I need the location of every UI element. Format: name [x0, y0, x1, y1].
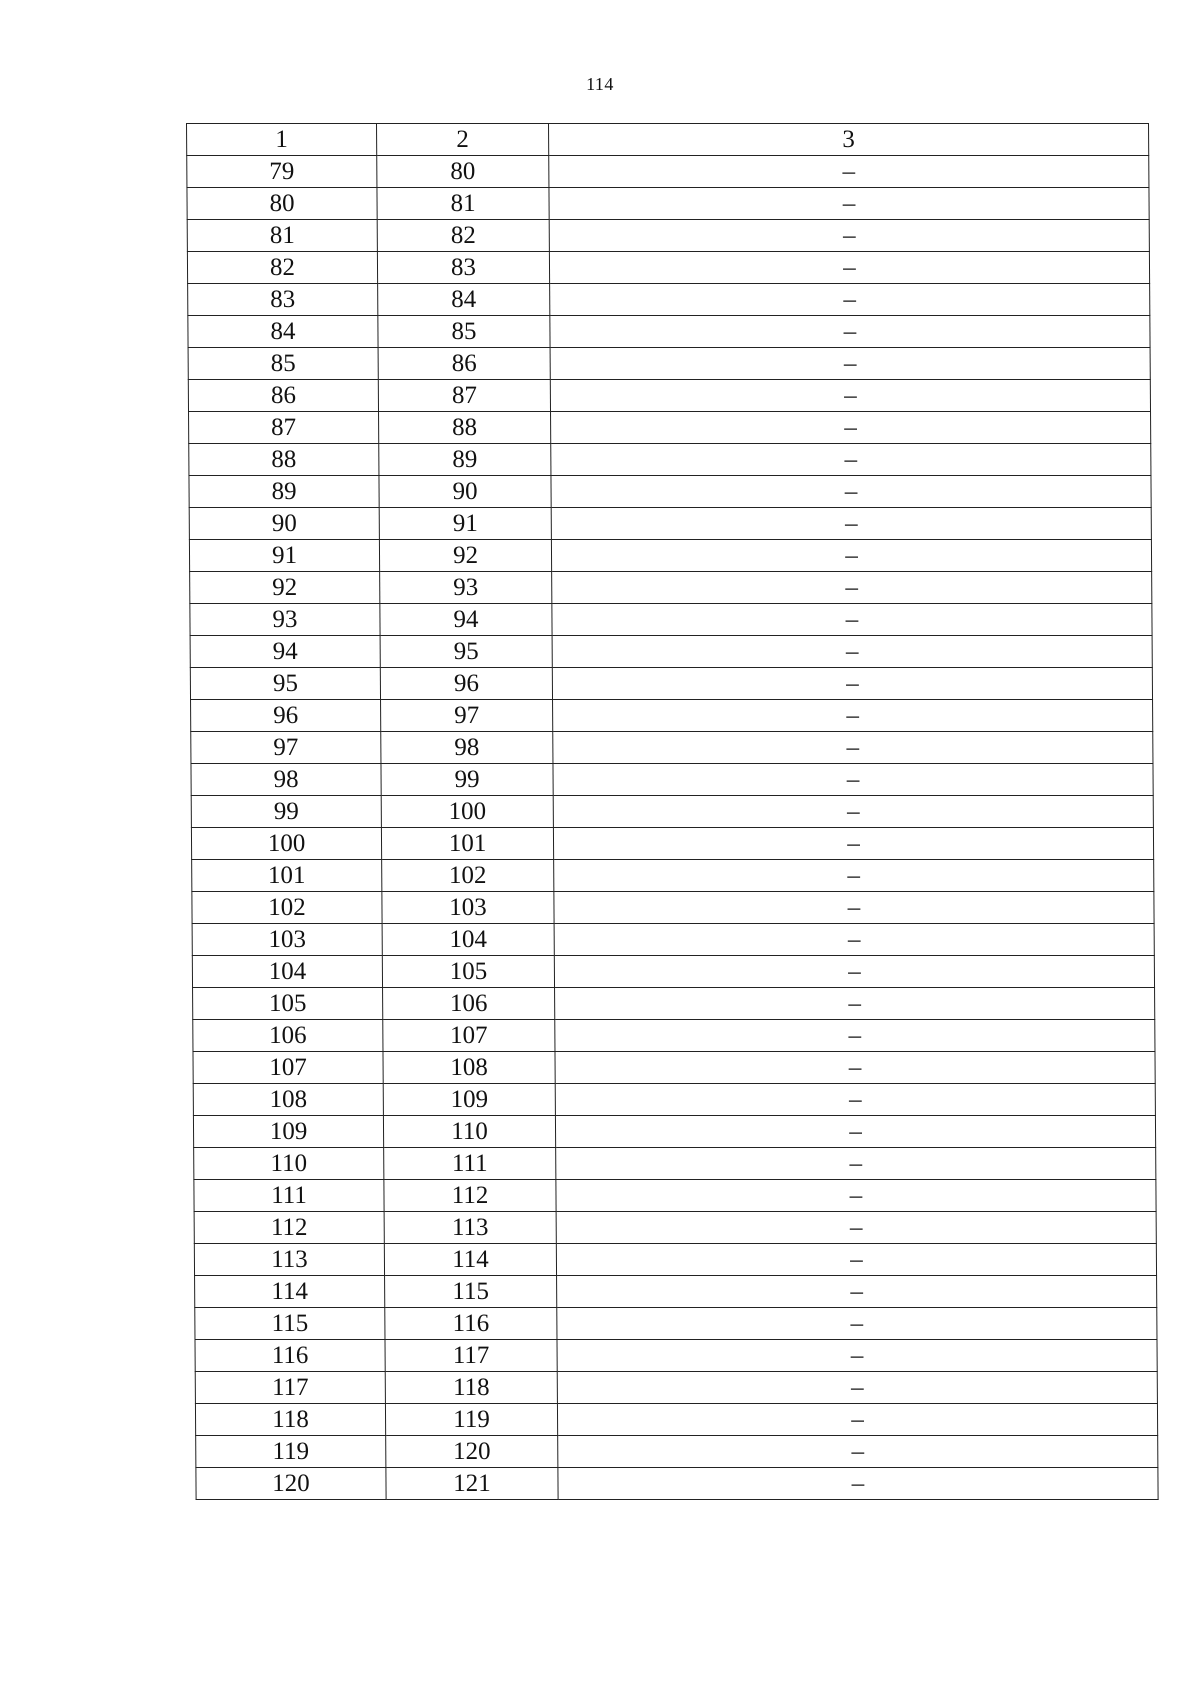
table-cell-col3: – [557, 1404, 1157, 1436]
table-cell-col2: 120 [386, 1436, 558, 1468]
table-cell-col1: 104 [192, 956, 382, 988]
table-cell-col1: 96 [191, 700, 381, 732]
table-cell-col1: 92 [190, 572, 380, 604]
table-cell-col2: 100 [381, 796, 553, 828]
table-row [193, 1084, 1155, 1116]
page-number: 114 [586, 74, 614, 94]
table-row [190, 636, 1152, 668]
table-cell-col1: 84 [188, 316, 378, 348]
table-cell-col3: – [549, 220, 1149, 252]
table-cell-col2: 97 [381, 700, 553, 732]
table-cell-col2: 117 [385, 1340, 557, 1372]
table-cell-col1: 83 [188, 284, 378, 316]
table-row [194, 1244, 1156, 1276]
table-cell-col2: 103 [382, 892, 554, 924]
table-cell-col2: 80 [377, 156, 549, 188]
table-cell-col3: – [550, 316, 1150, 348]
table-cell-col3: – [549, 156, 1149, 188]
data-table [186, 123, 1159, 1500]
table-cell-col3: – [549, 252, 1149, 284]
table-cell-col3: – [556, 1148, 1156, 1180]
table-cell-col3: – [552, 636, 1152, 668]
table-cell-col3: – [557, 1340, 1157, 1372]
table-cell-col1: 116 [195, 1340, 385, 1372]
table-cell-col1: 87 [189, 412, 379, 444]
table-cell-col1: 95 [190, 668, 380, 700]
table-cell-col3: – [558, 1436, 1158, 1468]
table-cell-col3: – [550, 348, 1150, 380]
table-row [191, 828, 1153, 860]
table-row [189, 444, 1151, 476]
table-cell-col1: 111 [194, 1180, 384, 1212]
table-row [192, 924, 1154, 956]
table-cell-col2: 93 [380, 572, 552, 604]
table-cell-col1: 82 [187, 252, 377, 284]
table-cell-col3: – [551, 476, 1151, 508]
table-row [189, 508, 1151, 540]
table-cell-col2: 105 [382, 956, 554, 988]
table-cell-col3: – [553, 828, 1153, 860]
table-row [187, 220, 1149, 252]
table-row [191, 732, 1153, 764]
table-row [195, 1404, 1157, 1436]
table-row [194, 1212, 1156, 1244]
table-row [192, 892, 1154, 924]
table-row [192, 860, 1154, 892]
table-row [193, 1020, 1155, 1052]
table-cell-col2: 113 [384, 1212, 556, 1244]
table-cell-col1: 98 [191, 764, 381, 796]
table-row [196, 1436, 1158, 1468]
table-cell-col2: 118 [385, 1372, 557, 1404]
table-row [189, 540, 1151, 572]
table-cell-col3: – [555, 1084, 1155, 1116]
table-row [191, 796, 1153, 828]
column-header-2: 2 [377, 124, 549, 156]
table-cell-col1: 80 [187, 188, 377, 220]
table-row [191, 700, 1153, 732]
table-cell-col1: 93 [190, 604, 380, 636]
table-cell-col2: 106 [383, 988, 555, 1020]
table-cell-col1: 113 [194, 1244, 384, 1276]
table-row [195, 1372, 1157, 1404]
table-cell-col1: 94 [190, 636, 380, 668]
table-cell-col1: 81 [187, 220, 377, 252]
table-cell-col1: 97 [191, 732, 381, 764]
table-cell-col3: – [557, 1308, 1157, 1340]
table-row [190, 572, 1152, 604]
table-row [188, 348, 1150, 380]
table-cell-col1: 100 [191, 828, 381, 860]
table-cell-col2: 112 [384, 1180, 556, 1212]
table-cell-col2: 116 [385, 1308, 557, 1340]
table-cell-col3: – [551, 508, 1151, 540]
table-row [195, 1276, 1157, 1308]
table-cell-col3: – [556, 1244, 1156, 1276]
table-cell-col1: 110 [194, 1148, 384, 1180]
table-cell-col2: 115 [385, 1276, 557, 1308]
table-cell-col1: 89 [189, 476, 379, 508]
table-cell-col1: 109 [193, 1116, 383, 1148]
table-row [187, 188, 1149, 220]
table-cell-col2: 114 [384, 1244, 556, 1276]
table-cell-col2: 107 [383, 1020, 555, 1052]
table-cell-col2: 96 [380, 668, 552, 700]
table-cell-col1: 119 [196, 1436, 386, 1468]
table-cell-col2: 121 [386, 1468, 558, 1500]
table-row [187, 252, 1149, 284]
table-row [193, 1116, 1155, 1148]
table-row [195, 1308, 1157, 1340]
table-row [194, 1148, 1156, 1180]
table-cell-col3: – [556, 1180, 1156, 1212]
table-cell-col3: – [554, 924, 1154, 956]
table-cell-col3: – [551, 540, 1151, 572]
table-cell-col3: – [553, 796, 1153, 828]
table-cell-col1: 86 [188, 380, 378, 412]
table-row [190, 604, 1152, 636]
table-cell-col2: 92 [379, 540, 551, 572]
table-cell-col3: – [558, 1468, 1158, 1500]
table-cell-col3: – [554, 892, 1154, 924]
column-header-1: 1 [187, 124, 377, 156]
table-cell-col2: 98 [381, 732, 553, 764]
table-cell-col2: 119 [385, 1404, 557, 1436]
table-cell-col1: 105 [193, 988, 383, 1020]
table-row [189, 476, 1151, 508]
table-cell-col3: – [550, 380, 1150, 412]
table-cell-col2: 94 [380, 604, 552, 636]
table-cell-col3: – [554, 956, 1154, 988]
table-cell-col3: – [557, 1372, 1157, 1404]
table-cell-col2: 91 [379, 508, 551, 540]
table-row [194, 1180, 1156, 1212]
table-cell-col2: 84 [378, 284, 550, 316]
table-cell-col1: 99 [191, 796, 381, 828]
table-cell-col3: – [552, 604, 1152, 636]
table-row [188, 316, 1150, 348]
table-row [192, 956, 1154, 988]
table-row [195, 1340, 1157, 1372]
table-cell-col3: – [556, 1212, 1156, 1244]
table-cell-col2: 89 [379, 444, 551, 476]
table-cell-col2: 87 [378, 380, 550, 412]
table-row [193, 1052, 1155, 1084]
table-cell-col1: 79 [187, 156, 377, 188]
table-cell-col2: 81 [377, 188, 549, 220]
table-row [196, 1468, 1158, 1500]
table-cell-col3: – [555, 1052, 1155, 1084]
table-cell-col2: 85 [378, 316, 550, 348]
table-cell-col2: 101 [381, 828, 553, 860]
table-cell-col3: – [552, 572, 1152, 604]
table-cell-col1: 106 [193, 1020, 383, 1052]
table-row [188, 380, 1150, 412]
table-cell-col1: 90 [189, 508, 379, 540]
table-cell-col2: 110 [383, 1116, 555, 1148]
table-cell-col1: 103 [192, 924, 382, 956]
table-cell-col2: 111 [384, 1148, 556, 1180]
table-row [193, 988, 1155, 1020]
table-cell-col1: 88 [189, 444, 379, 476]
table-cell-col1: 101 [192, 860, 382, 892]
table-cell-col1: 112 [194, 1212, 384, 1244]
table-cell-col1: 114 [195, 1276, 385, 1308]
table-cell-col3: – [555, 1116, 1155, 1148]
table-cell-col2: 83 [377, 252, 549, 284]
table-row [188, 284, 1150, 316]
table-body [187, 124, 1159, 1500]
table-row [187, 156, 1149, 188]
table-cell-col2: 109 [383, 1084, 555, 1116]
table-cell-col2: 102 [382, 860, 554, 892]
table-cell-col3: – [554, 860, 1154, 892]
table-header-row [187, 124, 1149, 156]
table-cell-col1: 120 [196, 1468, 386, 1500]
table-cell-col2: 99 [381, 764, 553, 796]
table-cell-col2: 90 [379, 476, 551, 508]
table-cell-col1: 115 [195, 1308, 385, 1340]
table-cell-col1: 108 [193, 1084, 383, 1116]
table-row [191, 764, 1153, 796]
table-cell-col3: – [553, 764, 1153, 796]
table-cell-col2: 88 [379, 412, 551, 444]
table-cell-col2: 82 [377, 220, 549, 252]
column-header-3: 3 [549, 124, 1149, 156]
table-cell-col3: – [555, 1020, 1155, 1052]
table-cell-col3: – [549, 188, 1149, 220]
table-cell-col3: – [557, 1276, 1157, 1308]
table-cell-col1: 117 [195, 1372, 385, 1404]
table-cell-col1: 85 [188, 348, 378, 380]
table-cell-col3: – [553, 732, 1153, 764]
table-cell-col1: 118 [195, 1404, 385, 1436]
table-cell-col3: – [555, 988, 1155, 1020]
table-cell-col2: 108 [383, 1052, 555, 1084]
table-cell-col1: 102 [192, 892, 382, 924]
table-cell-col2: 95 [380, 636, 552, 668]
table-cell-col1: 91 [189, 540, 379, 572]
table-cell-col3: – [551, 444, 1151, 476]
table-cell-col2: 86 [378, 348, 550, 380]
table-cell-col2: 104 [382, 924, 554, 956]
table-cell-col3: – [550, 284, 1150, 316]
table-cell-col3: – [552, 668, 1152, 700]
table-row [190, 668, 1152, 700]
table-cell-col3: – [551, 412, 1151, 444]
table-cell-col1: 107 [193, 1052, 383, 1084]
table-cell-col3: – [553, 700, 1153, 732]
table-row [189, 412, 1151, 444]
